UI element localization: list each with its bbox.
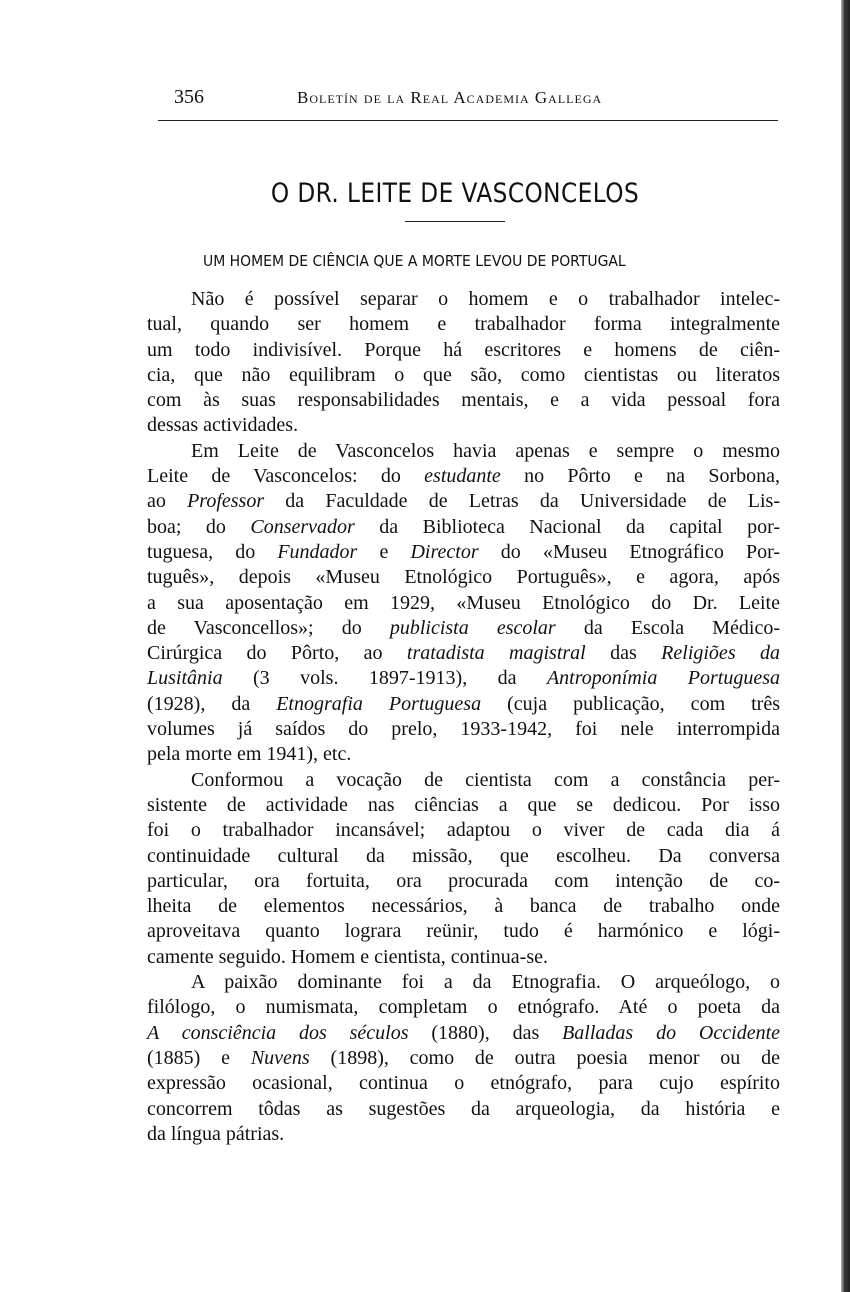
text-segment: Não é possível separar o homem e o trabalhador intelec-	[191, 288, 780, 310]
text-segment: volumes já saídos do prelo, 1933-1942, foi nele interrompida	[147, 718, 780, 741]
text-segment: ao	[147, 490, 188, 513]
text-line	[147, 1046, 780, 1071]
text-line	[147, 919, 780, 944]
text-segment: cia, que não equilibram o que são, como cientistas ou literatos	[147, 363, 780, 386]
text-line	[147, 1097, 780, 1122]
text-segment: do «Museu Etnográfico Por-	[478, 540, 780, 563]
text-segment: A paixão dominante foi a da Etnografia. O arqueólogo, o	[191, 971, 780, 994]
text-line	[147, 1122, 780, 1147]
paragraph	[147, 768, 780, 970]
text-line	[147, 489, 780, 514]
text-line	[147, 995, 780, 1020]
text-line	[147, 1021, 780, 1046]
text-line	[147, 464, 780, 489]
italic-text: Antroponímia Portuguesa	[546, 667, 780, 690]
text-line	[147, 287, 780, 312]
text-line	[147, 388, 780, 413]
text-segment: expressão ocasional, continua o etnógrafo, para cujo espírito	[147, 1072, 780, 1095]
text-line	[147, 768, 780, 793]
paragraph	[147, 970, 780, 1147]
text-line	[147, 565, 780, 590]
article-subtitle: UM HOMEM DE CIÊNCIA QUE A MORTE LEVOU DE PORTUGAL	[203, 252, 626, 270]
text-segment: da Faculdade de Letras da Universidade de Lis-	[264, 490, 780, 513]
text-segment: um todo indivisível. Porque há escritores e homens de ciên-	[147, 338, 780, 361]
text-line	[147, 692, 780, 717]
text-segment: (cuja publicação, com três	[481, 692, 780, 715]
header-rule	[158, 120, 778, 121]
italic-text: Conservador	[250, 515, 355, 538]
text-segment: tuguesa, do	[147, 540, 278, 563]
text-segment: aproveitava quanto lograra reünir, tudo é harmónico e lógi-	[147, 920, 780, 943]
text-segment: lheita de elementos necessários, à banca de trabalho onde	[147, 895, 780, 918]
text-segment: no Pôrto e na Sorbona,	[500, 465, 780, 488]
paragraph	[147, 439, 780, 768]
text-segment: e	[357, 540, 411, 563]
text-segment: a sua aposentação em 1929, «Museu Etnológico do Dr. Leite	[147, 591, 780, 614]
text-line	[147, 641, 780, 666]
text-line	[147, 818, 780, 843]
text-line	[147, 540, 780, 565]
page-number: 356	[174, 86, 204, 108]
text-line	[147, 742, 780, 767]
text-segment: concorrem tôdas as sugestões da arqueologia, da história e	[147, 1097, 780, 1120]
title-divider	[405, 221, 505, 222]
text-segment: continuidade cultural da missão, que escolheu. Da conversa	[147, 844, 780, 867]
text-segment: dessas actividades.	[147, 414, 299, 437]
article-title: O DR. LEITE DE VASCONCELOS	[270, 178, 640, 209]
text-segment: de Vasconcellos»; do	[147, 616, 390, 639]
italic-text: Professor	[187, 490, 265, 513]
text-line	[147, 439, 780, 464]
text-segment: tual, quando ser homem e trabalhador forma integralmente	[147, 313, 780, 336]
text-segment: (1885) e	[147, 1046, 251, 1069]
text-segment: particular, ora fortuita, ora procurada com intenção de co-	[147, 869, 780, 892]
text-line	[147, 515, 780, 540]
text-segment: da língua pátrias.	[147, 1122, 285, 1145]
text-segment: filólogo, o numismata, completam o etnógrafo. Até o poeta da	[147, 996, 780, 1019]
text-segment: Em Leite de Vasconcelos havia apenas e sempre o mesmo	[191, 439, 780, 462]
text-line	[147, 894, 780, 919]
italic-text: Fundador	[277, 540, 358, 563]
italic-text: Director	[410, 540, 479, 563]
italic-text: Balladas do Occidente	[562, 1021, 780, 1044]
text-segment: (1880), das	[408, 1021, 563, 1044]
text-segment: Cirúrgica do Pôrto, ao	[147, 642, 407, 665]
text-segment: boa; do	[147, 515, 251, 538]
italic-text: Nuvens	[250, 1046, 310, 1069]
text-segment: sistente de actividade nas ciências a que se dedicou. Por isso	[147, 793, 780, 816]
article-body	[147, 287, 780, 1147]
italic-text: publicista escolar	[389, 616, 556, 639]
text-line	[147, 591, 780, 616]
text-segment: (3 vols. 1897-1913), da	[222, 667, 547, 690]
text-segment: da Biblioteca Nacional da capital por-	[354, 515, 780, 538]
running-head: Boletín de la Real Academia Gallega	[297, 88, 603, 107]
text-segment: pela morte em 1941), etc.	[147, 743, 352, 766]
text-line	[147, 413, 780, 438]
paragraph	[147, 287, 780, 439]
text-line	[147, 312, 780, 337]
text-segment: Conformou a vocação de cientista com a constância per-	[191, 768, 780, 791]
text-line	[147, 717, 780, 742]
text-line	[147, 945, 780, 970]
italic-text: tratadista magistral	[406, 642, 586, 665]
text-line	[147, 363, 780, 388]
text-segment: camente seguido. Homem e cientista, continua-se.	[147, 945, 548, 968]
text-segment: (1898), como de outra poesia menor ou de	[309, 1046, 780, 1069]
text-segment: com às suas responsabilidades mentais, e a vida pessoal fora	[147, 389, 780, 412]
text-segment: Leite de Vasconcelos: do	[147, 465, 425, 488]
text-line	[147, 1071, 780, 1096]
italic-text: Religiões da	[661, 642, 780, 665]
text-segment: das	[585, 642, 662, 665]
text-line	[147, 666, 780, 691]
text-segment: foi o trabalhador incansável; adaptou o viver de cada dia á	[147, 819, 780, 842]
text-line	[147, 793, 780, 818]
italic-text: Etnografia Portuguesa	[276, 692, 482, 715]
text-line	[147, 338, 780, 363]
text-line	[147, 970, 780, 995]
italic-text: estudante	[424, 465, 501, 488]
text-line	[147, 869, 780, 894]
italic-text: A consciência dos séculos	[147, 1021, 409, 1044]
text-line	[147, 844, 780, 869]
text-segment: tuguês», depois «Museu Etnológico Português», e agora, após	[147, 566, 780, 589]
text-line	[147, 616, 780, 641]
text-segment: (1928), da	[147, 692, 277, 715]
italic-text: Lusitânia	[147, 667, 223, 690]
text-segment: da Escola Médico-	[555, 616, 780, 639]
